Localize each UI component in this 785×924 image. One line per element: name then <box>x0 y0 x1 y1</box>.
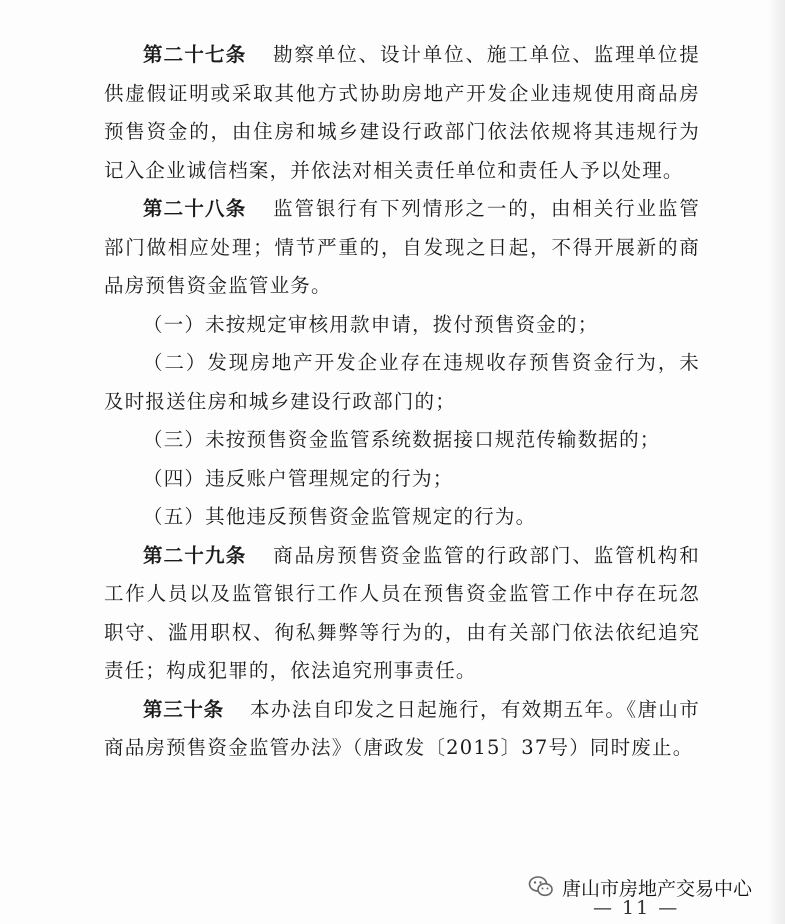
article-text: 监管银行有下列情形之一的，由相关行业监管部门做相应处理；情节严重的，自发现之日起，不得开展新的商品房预售资金监管业务。 <box>104 197 700 297</box>
page-edge-shadow <box>767 0 785 924</box>
article-29 <box>104 537 700 691</box>
article-27 <box>104 36 700 190</box>
list-item: （四）违反账户管理规定的行为； <box>143 466 454 490</box>
article-text: 商品房预售资金监管的行政部门、监管机构和工作人员以及监管银行工作人员在预售资金监管工作中存在玩忽职守、滥用职权、徇私舞弊等行为的，由有关部门依法依纪追究责任；构成犯罪的，依法追究刑事责任。 <box>104 543 700 682</box>
article-heading: 第二十九条 <box>143 543 247 567</box>
list-item: （一）未按规定审核用款申请，拨付预售资金的； <box>143 312 599 336</box>
article-heading: 第三十条 <box>143 697 224 721</box>
list-item: （二）发现房地产开发企业存在违规收存预售资金行为，未及时报送住房和城乡建设行政部门的； <box>104 351 700 413</box>
page-number: — 11 — <box>593 897 680 919</box>
wechat-icon <box>528 874 554 900</box>
article-heading: 第二十七条 <box>143 43 247 66</box>
article-30 <box>104 691 700 768</box>
list-item: （三）未按预售资金监管系统数据接口规范传输数据的； <box>143 428 661 451</box>
list-item: （五）其他违反预售资金监管规定的行为。 <box>143 505 537 528</box>
article-28 <box>104 190 700 306</box>
document-body <box>104 36 700 768</box>
article-text: 本办法自印发之日起施行，有效期五年。《唐山市商品房预售资金监管办法》（唐政发〔2015〕37号）同时废止。 <box>104 697 700 759</box>
watermark-text: 唐山市房地产交易中心 <box>562 877 753 900</box>
article-heading: 第二十八条 <box>143 197 247 220</box>
article-text: 勘察单位、设计单位、施工单位、监理单位提供虚假证明或采取其他方式协助房地产开发企业违规使用商品房预售资金的，由住房和城乡建设行政部门依法依规将其违规行为记入企业诚信档案，并依法对相关责任单位和责任人予以处理。 <box>104 43 700 182</box>
